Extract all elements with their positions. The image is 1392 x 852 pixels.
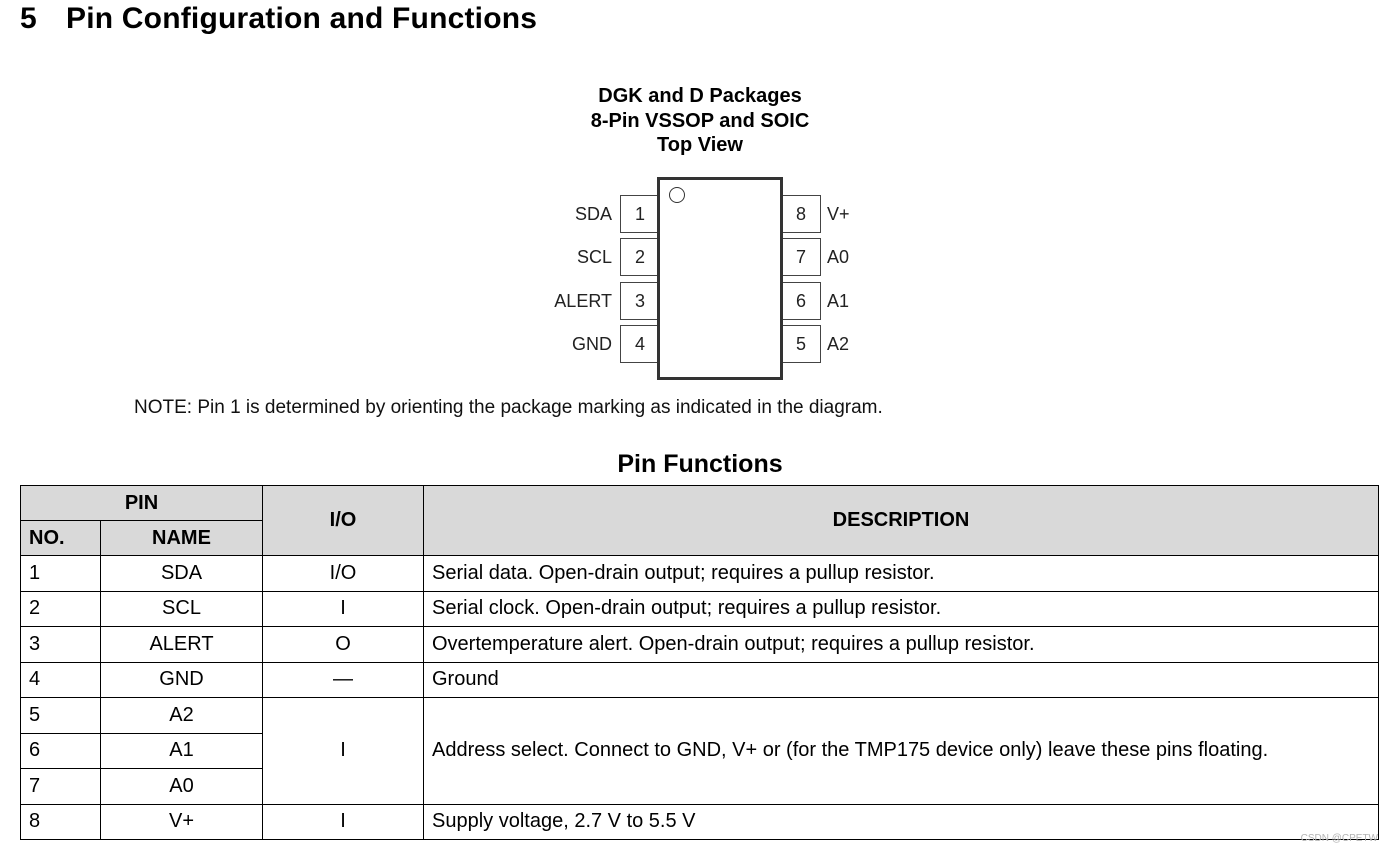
cell-description: Overtemperature alert. Open-drain output; requires a pullup resistor. <box>424 627 1379 663</box>
package-caption-line: 8-Pin VSSOP and SOIC <box>590 109 810 132</box>
header-name: NAME <box>101 521 263 556</box>
pin-box: 5 <box>782 325 821 363</box>
table-row <box>21 591 1379 627</box>
pin-label: ALERT <box>554 291 612 311</box>
cell-no: 2 <box>21 591 101 627</box>
pin-box: 6 <box>782 282 821 320</box>
cell-name: ALERT <box>101 627 263 663</box>
pin-label: A0 <box>827 247 850 267</box>
pin1-note: NOTE: Pin 1 is determined by orienting the package marking as indicated in the diagram. <box>134 397 883 418</box>
header-no: NO. <box>21 521 101 556</box>
cell-name: V+ <box>101 804 263 840</box>
cell-description: Serial clock. Open-drain output; requires a pullup resistor. <box>424 591 1379 627</box>
pin-box: 2 <box>620 238 659 276</box>
package-caption-line: DGK and D Packages <box>598 85 802 107</box>
pin-label: SCL <box>576 247 612 267</box>
cell-no: 3 <box>21 627 101 663</box>
table-row <box>21 556 1379 592</box>
cell-no: 5 <box>21 698 101 734</box>
table-row <box>21 804 1379 840</box>
table-row <box>21 627 1379 663</box>
pin1-marker-icon <box>669 187 685 203</box>
table-title: Pin Functions <box>617 450 783 478</box>
pin-label: A1 <box>827 291 850 311</box>
pin-box: 7 <box>782 238 821 276</box>
cell-io: I <box>263 591 424 627</box>
pin-label: GND <box>572 334 612 354</box>
cell-io: O <box>263 627 424 663</box>
pin-label: V+ <box>827 204 850 224</box>
package-caption-line: Top View <box>657 134 743 156</box>
pin-box: 8 <box>782 195 821 233</box>
cell-no: 6 <box>21 733 101 769</box>
header-io: I/O <box>263 486 424 556</box>
section-number: 5 <box>20 2 37 35</box>
pin-label: SDA <box>574 204 612 224</box>
cell-name: SDA <box>101 556 263 592</box>
header-pin: PIN <box>21 486 263 521</box>
watermark: CSDN @CPETW <box>1300 833 1378 844</box>
package-caption <box>500 84 900 158</box>
header-description: DESCRIPTION <box>424 486 1379 556</box>
cell-name: A2 <box>101 698 263 734</box>
cell-io: I <box>263 698 424 805</box>
pin-box: 4 <box>620 325 659 363</box>
pin-functions-table <box>20 485 1379 840</box>
chip-body <box>657 177 783 380</box>
cell-description: Address select. Connect to GND, V+ or (for the TMP175 device only) leave these pins floating. <box>424 698 1379 805</box>
pin-label: A2 <box>827 334 850 354</box>
pin-box: 1 <box>620 195 659 233</box>
table-row <box>21 662 1379 698</box>
cell-no: 8 <box>21 804 101 840</box>
section-title: Pin Configuration and Functions <box>66 2 538 35</box>
cell-name: A0 <box>101 769 263 805</box>
cell-name: A1 <box>101 733 263 769</box>
cell-description: Ground <box>424 662 1379 698</box>
cell-description: Serial data. Open-drain output; requires a pullup resistor. <box>424 556 1379 592</box>
cell-no: 4 <box>21 662 101 698</box>
cell-io: I/O <box>263 556 424 592</box>
pin-box: 3 <box>620 282 659 320</box>
section-heading <box>20 2 537 36</box>
cell-no: 7 <box>21 769 101 805</box>
cell-description: Supply voltage, 2.7 V to 5.5 V <box>424 804 1379 840</box>
cell-name: GND <box>101 662 263 698</box>
cell-io: — <box>263 662 424 698</box>
table-row <box>21 698 1379 734</box>
cell-name: SCL <box>101 591 263 627</box>
cell-no: 1 <box>21 556 101 592</box>
cell-io: I <box>263 804 424 840</box>
